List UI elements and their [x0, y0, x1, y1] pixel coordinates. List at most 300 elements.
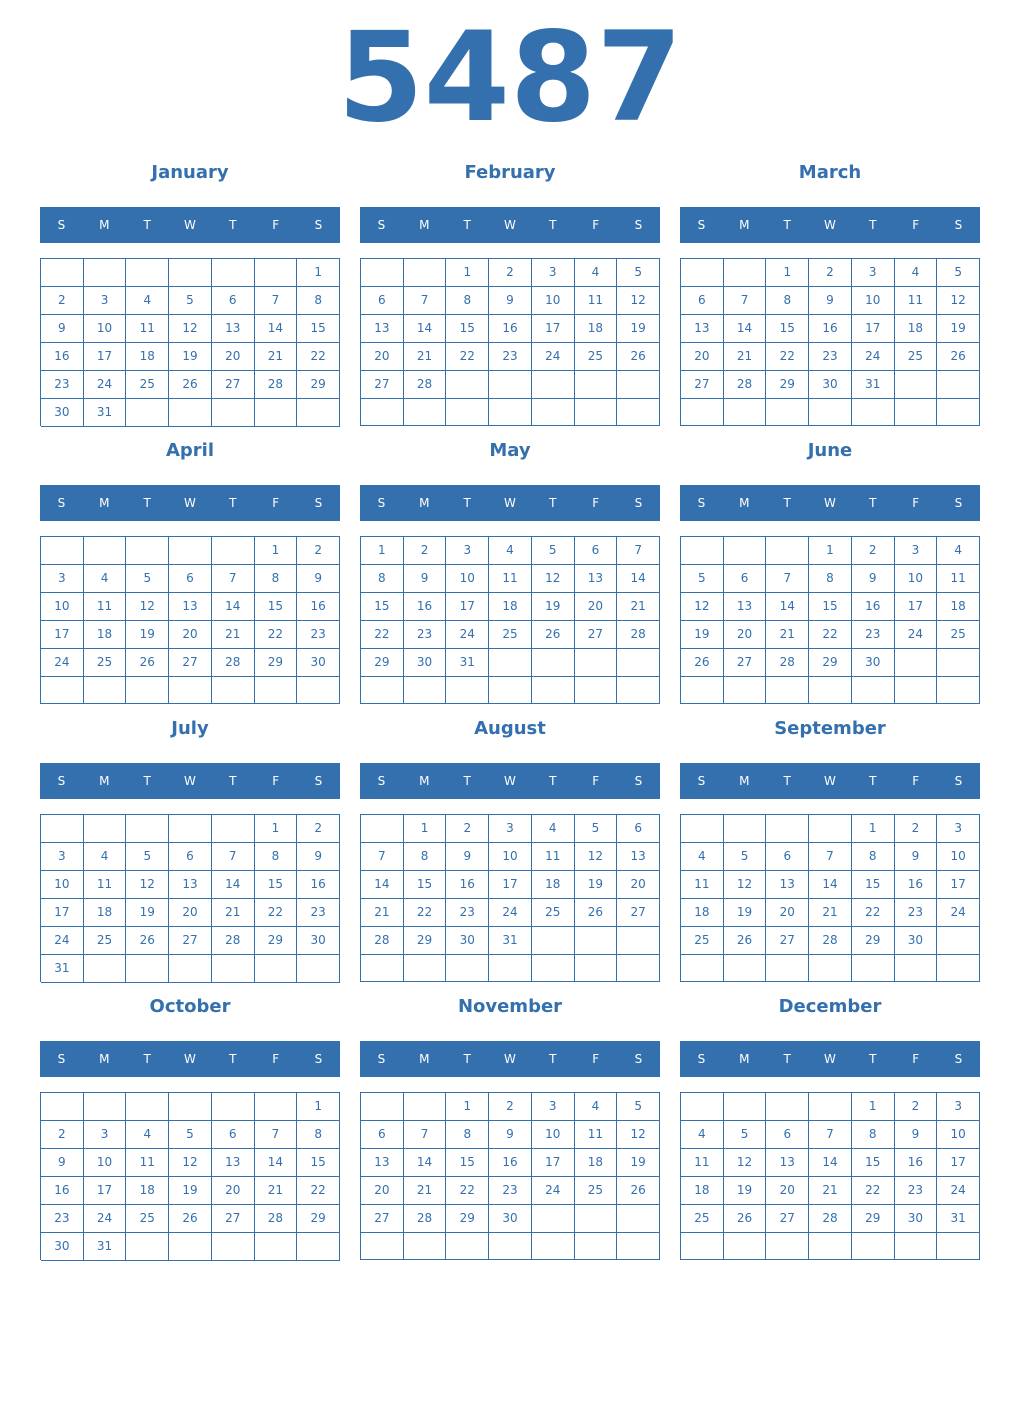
day-cell[interactable]: 12: [617, 1121, 660, 1149]
day-cell[interactable]: 30: [809, 371, 852, 399]
day-cell[interactable]: 14: [809, 871, 852, 899]
day-cell[interactable]: 21: [212, 621, 255, 649]
day-cell[interactable]: 26: [169, 1205, 212, 1233]
day-cell[interactable]: 1: [404, 815, 447, 843]
day-cell[interactable]: 1: [297, 259, 340, 287]
day-cell[interactable]: 5: [126, 565, 169, 593]
day-cell[interactable]: 16: [489, 1149, 532, 1177]
day-cell[interactable]: 8: [297, 287, 340, 315]
day-cell[interactable]: 25: [126, 1205, 169, 1233]
day-cell[interactable]: 17: [895, 593, 938, 621]
day-cell[interactable]: 8: [255, 843, 298, 871]
day-cell[interactable]: 29: [809, 649, 852, 677]
day-cell[interactable]: 7: [766, 565, 809, 593]
day-cell[interactable]: 13: [575, 565, 618, 593]
day-cell[interactable]: 20: [681, 343, 724, 371]
day-cell[interactable]: 9: [489, 1121, 532, 1149]
day-cell[interactable]: 1: [852, 1093, 895, 1121]
day-cell[interactable]: 15: [297, 1149, 340, 1177]
day-cell[interactable]: 8: [852, 843, 895, 871]
day-cell[interactable]: 22: [446, 343, 489, 371]
day-cell[interactable]: 6: [766, 843, 809, 871]
day-cell[interactable]: 18: [489, 593, 532, 621]
day-cell[interactable]: 22: [852, 899, 895, 927]
day-cell[interactable]: 26: [575, 899, 618, 927]
day-cell[interactable]: 24: [852, 343, 895, 371]
day-cell[interactable]: 28: [809, 1205, 852, 1233]
day-cell[interactable]: 6: [361, 1121, 404, 1149]
day-cell[interactable]: 16: [41, 343, 84, 371]
day-cell[interactable]: 19: [126, 621, 169, 649]
day-cell[interactable]: 28: [766, 649, 809, 677]
day-cell[interactable]: 12: [724, 1149, 767, 1177]
day-cell[interactable]: 3: [532, 259, 575, 287]
day-cell[interactable]: 21: [361, 899, 404, 927]
day-cell[interactable]: 11: [532, 843, 575, 871]
day-cell[interactable]: 4: [681, 1121, 724, 1149]
day-cell[interactable]: 14: [212, 593, 255, 621]
day-cell[interactable]: 29: [361, 649, 404, 677]
day-cell[interactable]: 15: [404, 871, 447, 899]
day-cell[interactable]: 25: [895, 343, 938, 371]
day-cell[interactable]: 19: [169, 343, 212, 371]
day-cell[interactable]: 10: [532, 287, 575, 315]
day-cell[interactable]: 13: [169, 593, 212, 621]
day-cell[interactable]: 14: [724, 315, 767, 343]
day-cell[interactable]: 30: [41, 399, 84, 427]
day-cell[interactable]: 18: [895, 315, 938, 343]
day-cell[interactable]: 10: [937, 1121, 980, 1149]
day-cell[interactable]: 12: [617, 287, 660, 315]
day-cell[interactable]: 6: [681, 287, 724, 315]
day-cell[interactable]: 3: [532, 1093, 575, 1121]
day-cell[interactable]: 23: [41, 1205, 84, 1233]
day-cell[interactable]: 7: [404, 287, 447, 315]
day-cell[interactable]: 14: [255, 315, 298, 343]
day-cell[interactable]: 3: [937, 1093, 980, 1121]
day-cell[interactable]: 20: [766, 1177, 809, 1205]
day-cell[interactable]: 22: [809, 621, 852, 649]
day-cell[interactable]: 1: [297, 1093, 340, 1121]
day-cell[interactable]: 25: [575, 1177, 618, 1205]
day-cell[interactable]: 4: [489, 537, 532, 565]
day-cell[interactable]: 23: [297, 621, 340, 649]
day-cell[interactable]: 28: [617, 621, 660, 649]
day-cell[interactable]: 13: [766, 871, 809, 899]
day-cell[interactable]: 3: [84, 1121, 127, 1149]
day-cell[interactable]: 6: [169, 565, 212, 593]
day-cell[interactable]: 22: [297, 1177, 340, 1205]
day-cell[interactable]: 15: [297, 315, 340, 343]
day-cell[interactable]: 4: [895, 259, 938, 287]
day-cell[interactable]: 16: [809, 315, 852, 343]
day-cell[interactable]: 6: [766, 1121, 809, 1149]
day-cell[interactable]: 2: [895, 1093, 938, 1121]
day-cell[interactable]: 1: [446, 1093, 489, 1121]
day-cell[interactable]: 29: [852, 1205, 895, 1233]
day-cell[interactable]: 2: [297, 537, 340, 565]
day-cell[interactable]: 8: [255, 565, 298, 593]
day-cell[interactable]: 6: [361, 287, 404, 315]
day-cell[interactable]: 8: [446, 1121, 489, 1149]
day-cell[interactable]: 11: [126, 1149, 169, 1177]
day-cell[interactable]: 10: [937, 843, 980, 871]
day-cell[interactable]: 29: [852, 927, 895, 955]
day-cell[interactable]: 13: [212, 1149, 255, 1177]
day-cell[interactable]: 20: [169, 899, 212, 927]
day-cell[interactable]: 9: [895, 843, 938, 871]
day-cell[interactable]: 11: [575, 287, 618, 315]
day-cell[interactable]: 30: [895, 927, 938, 955]
day-cell[interactable]: 24: [937, 1177, 980, 1205]
day-cell[interactable]: 28: [724, 371, 767, 399]
day-cell[interactable]: 28: [212, 927, 255, 955]
day-cell[interactable]: 7: [809, 1121, 852, 1149]
day-cell[interactable]: 13: [766, 1149, 809, 1177]
day-cell[interactable]: 12: [724, 871, 767, 899]
day-cell[interactable]: 24: [895, 621, 938, 649]
day-cell[interactable]: 8: [297, 1121, 340, 1149]
day-cell[interactable]: 27: [212, 371, 255, 399]
day-cell[interactable]: 25: [937, 621, 980, 649]
day-cell[interactable]: 4: [575, 1093, 618, 1121]
day-cell[interactable]: 30: [41, 1233, 84, 1261]
day-cell[interactable]: 9: [852, 565, 895, 593]
day-cell[interactable]: 27: [617, 899, 660, 927]
day-cell[interactable]: 28: [404, 371, 447, 399]
day-cell[interactable]: 20: [617, 871, 660, 899]
day-cell[interactable]: 11: [84, 593, 127, 621]
day-cell[interactable]: 3: [446, 537, 489, 565]
day-cell[interactable]: 12: [169, 1149, 212, 1177]
day-cell[interactable]: 15: [446, 1149, 489, 1177]
day-cell[interactable]: 11: [895, 287, 938, 315]
day-cell[interactable]: 3: [895, 537, 938, 565]
day-cell[interactable]: 18: [681, 1177, 724, 1205]
day-cell[interactable]: 2: [446, 815, 489, 843]
day-cell[interactable]: 23: [446, 899, 489, 927]
day-cell[interactable]: 31: [852, 371, 895, 399]
day-cell[interactable]: 23: [895, 899, 938, 927]
day-cell[interactable]: 10: [41, 593, 84, 621]
day-cell[interactable]: 8: [404, 843, 447, 871]
day-cell[interactable]: 13: [212, 315, 255, 343]
day-cell[interactable]: 2: [41, 287, 84, 315]
day-cell[interactable]: 8: [809, 565, 852, 593]
day-cell[interactable]: 17: [852, 315, 895, 343]
day-cell[interactable]: 16: [404, 593, 447, 621]
day-cell[interactable]: 23: [297, 899, 340, 927]
day-cell[interactable]: 26: [169, 371, 212, 399]
day-cell[interactable]: 6: [169, 843, 212, 871]
day-cell[interactable]: 11: [575, 1121, 618, 1149]
day-cell[interactable]: 25: [84, 927, 127, 955]
day-cell[interactable]: 19: [169, 1177, 212, 1205]
day-cell[interactable]: 18: [937, 593, 980, 621]
day-cell[interactable]: 7: [724, 287, 767, 315]
day-cell[interactable]: 3: [41, 565, 84, 593]
day-cell[interactable]: 23: [404, 621, 447, 649]
day-cell[interactable]: 23: [489, 1177, 532, 1205]
day-cell[interactable]: 7: [212, 565, 255, 593]
day-cell[interactable]: 16: [41, 1177, 84, 1205]
day-cell[interactable]: 3: [84, 287, 127, 315]
day-cell[interactable]: 30: [852, 649, 895, 677]
day-cell[interactable]: 1: [809, 537, 852, 565]
day-cell[interactable]: 19: [724, 899, 767, 927]
day-cell[interactable]: 24: [41, 649, 84, 677]
day-cell[interactable]: 21: [404, 1177, 447, 1205]
day-cell[interactable]: 6: [724, 565, 767, 593]
day-cell[interactable]: 24: [532, 343, 575, 371]
day-cell[interactable]: 9: [41, 1149, 84, 1177]
day-cell[interactable]: 16: [297, 871, 340, 899]
day-cell[interactable]: 21: [809, 1177, 852, 1205]
day-cell[interactable]: 8: [446, 287, 489, 315]
day-cell[interactable]: 12: [681, 593, 724, 621]
day-cell[interactable]: 7: [404, 1121, 447, 1149]
day-cell[interactable]: 7: [255, 287, 298, 315]
day-cell[interactable]: 15: [446, 315, 489, 343]
day-cell[interactable]: 27: [361, 371, 404, 399]
day-cell[interactable]: 3: [852, 259, 895, 287]
day-cell[interactable]: 20: [169, 621, 212, 649]
day-cell[interactable]: 3: [489, 815, 532, 843]
day-cell[interactable]: 16: [895, 1149, 938, 1177]
day-cell[interactable]: 4: [681, 843, 724, 871]
day-cell[interactable]: 31: [937, 1205, 980, 1233]
day-cell[interactable]: 24: [937, 899, 980, 927]
day-cell[interactable]: 17: [532, 1149, 575, 1177]
day-cell[interactable]: 28: [255, 1205, 298, 1233]
day-cell[interactable]: 9: [895, 1121, 938, 1149]
day-cell[interactable]: 18: [575, 1149, 618, 1177]
day-cell[interactable]: 6: [212, 287, 255, 315]
day-cell[interactable]: 15: [852, 871, 895, 899]
day-cell[interactable]: 17: [532, 315, 575, 343]
day-cell[interactable]: 30: [297, 927, 340, 955]
day-cell[interactable]: 17: [937, 1149, 980, 1177]
day-cell[interactable]: 4: [126, 1121, 169, 1149]
day-cell[interactable]: 5: [575, 815, 618, 843]
day-cell[interactable]: 18: [84, 621, 127, 649]
day-cell[interactable]: 10: [532, 1121, 575, 1149]
day-cell[interactable]: 10: [895, 565, 938, 593]
day-cell[interactable]: 13: [681, 315, 724, 343]
day-cell[interactable]: 15: [255, 871, 298, 899]
day-cell[interactable]: 8: [766, 287, 809, 315]
day-cell[interactable]: 24: [41, 927, 84, 955]
day-cell[interactable]: 23: [41, 371, 84, 399]
day-cell[interactable]: 4: [126, 287, 169, 315]
day-cell[interactable]: 22: [361, 621, 404, 649]
day-cell[interactable]: 16: [895, 871, 938, 899]
day-cell[interactable]: 27: [681, 371, 724, 399]
day-cell[interactable]: 22: [446, 1177, 489, 1205]
day-cell[interactable]: 2: [809, 259, 852, 287]
day-cell[interactable]: 18: [126, 1177, 169, 1205]
day-cell[interactable]: 26: [532, 621, 575, 649]
day-cell[interactable]: 17: [41, 899, 84, 927]
day-cell[interactable]: 17: [489, 871, 532, 899]
day-cell[interactable]: 17: [84, 343, 127, 371]
day-cell[interactable]: 27: [724, 649, 767, 677]
day-cell[interactable]: 10: [84, 315, 127, 343]
day-cell[interactable]: 25: [575, 343, 618, 371]
day-cell[interactable]: 27: [575, 621, 618, 649]
day-cell[interactable]: 5: [724, 843, 767, 871]
day-cell[interactable]: 12: [126, 593, 169, 621]
day-cell[interactable]: 17: [446, 593, 489, 621]
day-cell[interactable]: 4: [84, 565, 127, 593]
day-cell[interactable]: 25: [681, 927, 724, 955]
day-cell[interactable]: 15: [361, 593, 404, 621]
day-cell[interactable]: 18: [126, 343, 169, 371]
day-cell[interactable]: 18: [575, 315, 618, 343]
day-cell[interactable]: 5: [617, 259, 660, 287]
day-cell[interactable]: 8: [361, 565, 404, 593]
day-cell[interactable]: 29: [255, 649, 298, 677]
day-cell[interactable]: 27: [766, 927, 809, 955]
day-cell[interactable]: 1: [361, 537, 404, 565]
day-cell[interactable]: 7: [212, 843, 255, 871]
day-cell[interactable]: 27: [361, 1205, 404, 1233]
day-cell[interactable]: 9: [41, 315, 84, 343]
day-cell[interactable]: 29: [297, 1205, 340, 1233]
day-cell[interactable]: 19: [937, 315, 980, 343]
day-cell[interactable]: 14: [766, 593, 809, 621]
day-cell[interactable]: 15: [766, 315, 809, 343]
day-cell[interactable]: 4: [575, 259, 618, 287]
day-cell[interactable]: 1: [255, 537, 298, 565]
day-cell[interactable]: 13: [617, 843, 660, 871]
day-cell[interactable]: 21: [212, 899, 255, 927]
day-cell[interactable]: 9: [297, 565, 340, 593]
day-cell[interactable]: 19: [724, 1177, 767, 1205]
day-cell[interactable]: 25: [532, 899, 575, 927]
day-cell[interactable]: 25: [126, 371, 169, 399]
day-cell[interactable]: 9: [404, 565, 447, 593]
day-cell[interactable]: 22: [852, 1177, 895, 1205]
day-cell[interactable]: 10: [84, 1149, 127, 1177]
day-cell[interactable]: 31: [489, 927, 532, 955]
day-cell[interactable]: 10: [41, 871, 84, 899]
day-cell[interactable]: 20: [361, 343, 404, 371]
day-cell[interactable]: 13: [361, 1149, 404, 1177]
day-cell[interactable]: 30: [489, 1205, 532, 1233]
day-cell[interactable]: 20: [575, 593, 618, 621]
day-cell[interactable]: 12: [575, 843, 618, 871]
day-cell[interactable]: 11: [84, 871, 127, 899]
day-cell[interactable]: 10: [446, 565, 489, 593]
day-cell[interactable]: 28: [809, 927, 852, 955]
day-cell[interactable]: 23: [489, 343, 532, 371]
day-cell[interactable]: 5: [681, 565, 724, 593]
day-cell[interactable]: 26: [617, 343, 660, 371]
day-cell[interactable]: 26: [724, 927, 767, 955]
day-cell[interactable]: 12: [169, 315, 212, 343]
day-cell[interactable]: 7: [809, 843, 852, 871]
day-cell[interactable]: 27: [212, 1205, 255, 1233]
day-cell[interactable]: 1: [446, 259, 489, 287]
day-cell[interactable]: 5: [617, 1093, 660, 1121]
day-cell[interactable]: 5: [126, 843, 169, 871]
day-cell[interactable]: 14: [617, 565, 660, 593]
day-cell[interactable]: 10: [489, 843, 532, 871]
day-cell[interactable]: 7: [255, 1121, 298, 1149]
day-cell[interactable]: 5: [169, 1121, 212, 1149]
day-cell[interactable]: 14: [361, 871, 404, 899]
day-cell[interactable]: 8: [852, 1121, 895, 1149]
day-cell[interactable]: 14: [212, 871, 255, 899]
day-cell[interactable]: 20: [724, 621, 767, 649]
day-cell[interactable]: 20: [212, 1177, 255, 1205]
day-cell[interactable]: 19: [126, 899, 169, 927]
day-cell[interactable]: 30: [895, 1205, 938, 1233]
day-cell[interactable]: 11: [126, 315, 169, 343]
day-cell[interactable]: 26: [126, 927, 169, 955]
day-cell[interactable]: 23: [852, 621, 895, 649]
day-cell[interactable]: 9: [297, 843, 340, 871]
day-cell[interactable]: 15: [809, 593, 852, 621]
day-cell[interactable]: 22: [255, 899, 298, 927]
day-cell[interactable]: 31: [41, 955, 84, 983]
day-cell[interactable]: 24: [489, 899, 532, 927]
day-cell[interactable]: 26: [937, 343, 980, 371]
day-cell[interactable]: 23: [809, 343, 852, 371]
day-cell[interactable]: 6: [617, 815, 660, 843]
day-cell[interactable]: 28: [404, 1205, 447, 1233]
day-cell[interactable]: 26: [617, 1177, 660, 1205]
day-cell[interactable]: 9: [489, 287, 532, 315]
day-cell[interactable]: 16: [852, 593, 895, 621]
day-cell[interactable]: 28: [212, 649, 255, 677]
day-cell[interactable]: 22: [255, 621, 298, 649]
day-cell[interactable]: 13: [169, 871, 212, 899]
day-cell[interactable]: 24: [84, 1205, 127, 1233]
day-cell[interactable]: 18: [532, 871, 575, 899]
day-cell[interactable]: 2: [404, 537, 447, 565]
day-cell[interactable]: 2: [489, 259, 532, 287]
day-cell[interactable]: 19: [681, 621, 724, 649]
day-cell[interactable]: 7: [617, 537, 660, 565]
day-cell[interactable]: 21: [724, 343, 767, 371]
day-cell[interactable]: 27: [766, 1205, 809, 1233]
day-cell[interactable]: 22: [297, 343, 340, 371]
day-cell[interactable]: 11: [489, 565, 532, 593]
day-cell[interactable]: 22: [404, 899, 447, 927]
day-cell[interactable]: 5: [169, 287, 212, 315]
day-cell[interactable]: 21: [766, 621, 809, 649]
day-cell[interactable]: 15: [852, 1149, 895, 1177]
day-cell[interactable]: 4: [84, 843, 127, 871]
day-cell[interactable]: 11: [681, 871, 724, 899]
day-cell[interactable]: 24: [532, 1177, 575, 1205]
day-cell[interactable]: 2: [489, 1093, 532, 1121]
day-cell[interactable]: 2: [297, 815, 340, 843]
day-cell[interactable]: 16: [446, 871, 489, 899]
day-cell[interactable]: 30: [404, 649, 447, 677]
day-cell[interactable]: 14: [404, 1149, 447, 1177]
day-cell[interactable]: 19: [532, 593, 575, 621]
day-cell[interactable]: 24: [84, 371, 127, 399]
day-cell[interactable]: 29: [404, 927, 447, 955]
day-cell[interactable]: 19: [617, 1149, 660, 1177]
day-cell[interactable]: 20: [766, 899, 809, 927]
day-cell[interactable]: 16: [297, 593, 340, 621]
day-cell[interactable]: 29: [255, 927, 298, 955]
day-cell[interactable]: 5: [724, 1121, 767, 1149]
